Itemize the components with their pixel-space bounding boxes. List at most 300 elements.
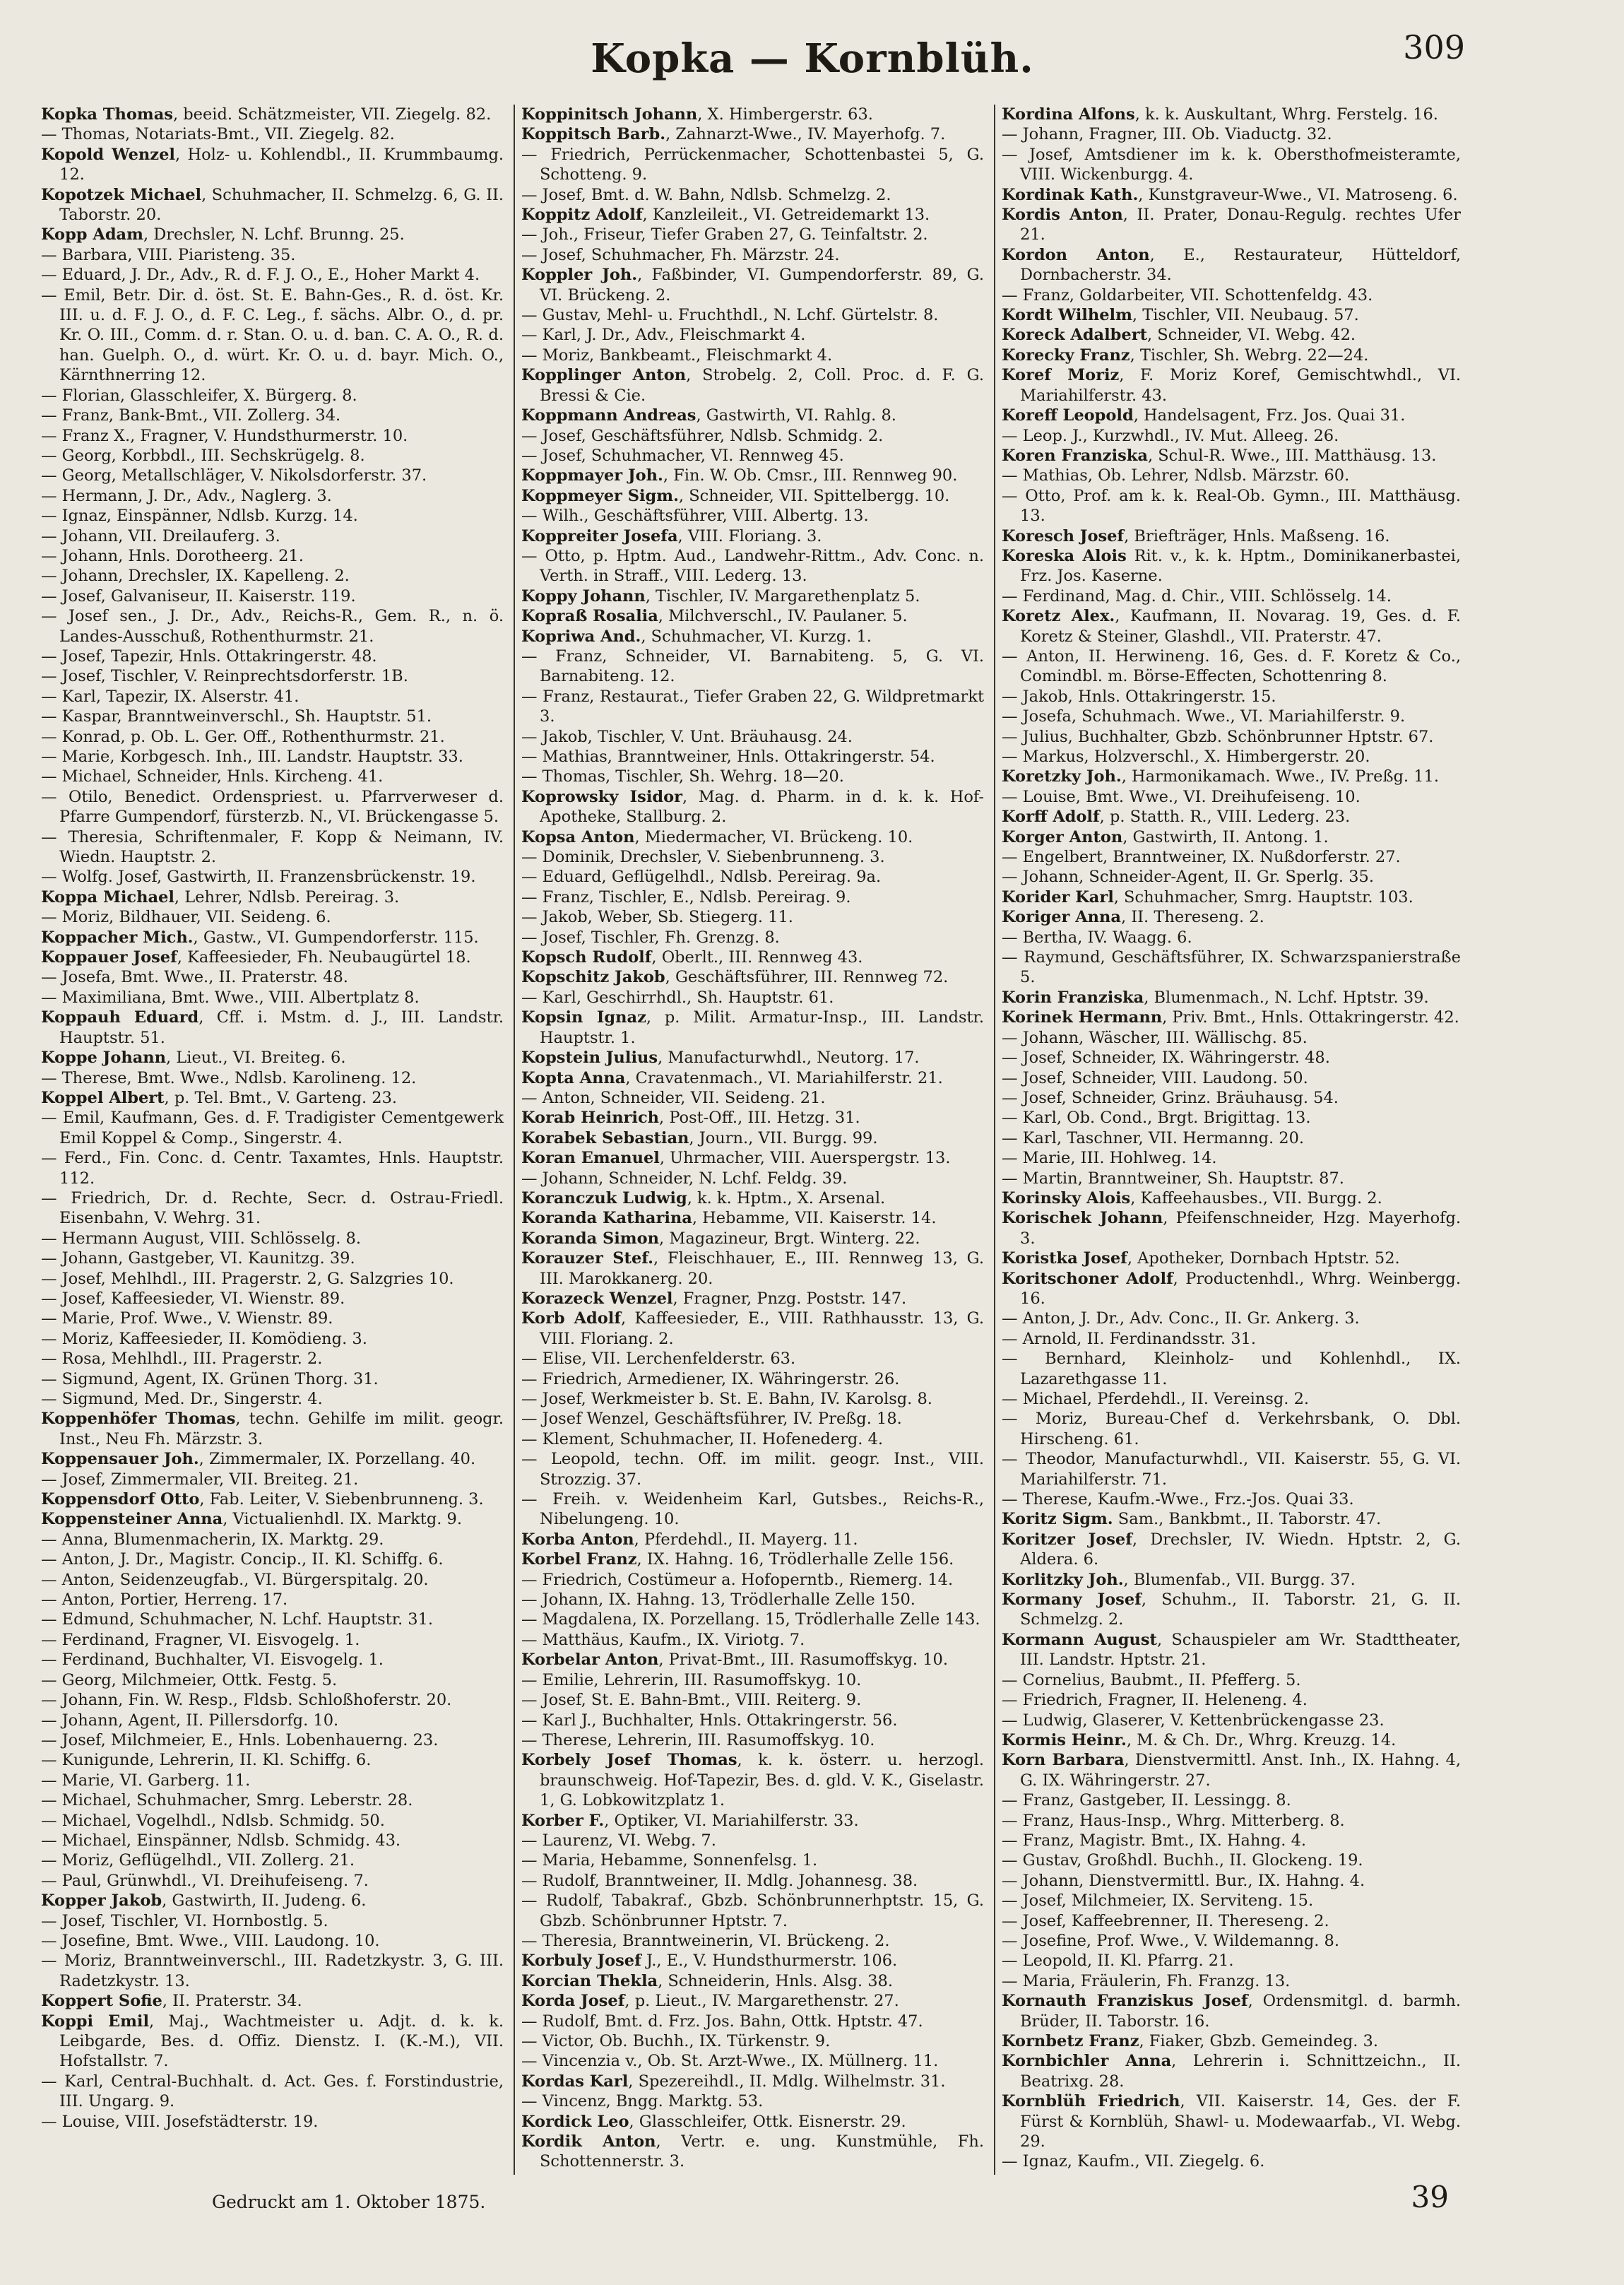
entry-details: , Magazineur, Brgt. Winterg. 22. (658, 1229, 920, 1248)
directory-entry (41, 1248, 504, 1268)
directory-entry (41, 1911, 504, 1931)
entry-details: , Blumenmach., N. Lchf. Hptstr. 39. (1144, 988, 1429, 1007)
directory-entry (521, 1670, 984, 1690)
directory-entry (41, 566, 504, 586)
directory-entry (41, 124, 504, 144)
entry-details: — Ferd., Fin. Conc. d. Centr. Taxamtes, Hnls. Hauptstr. 112. (41, 1149, 504, 1188)
directory-entry (521, 1730, 984, 1750)
entry-details: — Moriz, Bankbeamt., Fleischmarkt 4. (521, 346, 833, 365)
entry-details: — Georg, Korbbdl., III. Sechskrügelg. 8. (41, 446, 365, 465)
entry-details: — Julius, Buchhalter, Gbzb. Schönbrunner Hptstr. 67. (1002, 727, 1434, 746)
directory-entry (1002, 1570, 1461, 1590)
entry-surname: Kopschitz Jakob (521, 968, 665, 987)
entry-details: , Fab. Leiter, V. Siebenbrunneng. 3. (199, 1490, 484, 1509)
entry-details: — Rudolf, Branntweiner, II. Mdlg. Johannesg. 38. (521, 1871, 918, 1890)
directory-entry (41, 1610, 504, 1629)
entry-details: Rit. v., k. k. Hptm., Dominikanerbastei, Frz. Jos. Kaserne. (1020, 546, 1461, 586)
directory-entry (521, 105, 984, 124)
entry-details: — Mathias, Branntweiner, Hnls. Ottakringerstr. 54. (521, 748, 935, 766)
directory-entry (1002, 466, 1461, 485)
entry-details: , techn. Gehilfe im milit. geogr. Inst., Neu Fh. Märzstr. 3. (59, 1410, 504, 1448)
entry-surname: Korber F. (521, 1811, 605, 1830)
directory-entry (1002, 185, 1461, 205)
entry-surname: Koppitsch Barb. (521, 125, 666, 144)
entry-details: , Lieut., VI. Breiteg. 6. (166, 1049, 346, 1068)
entry-surname: Koretz Alex. (1002, 607, 1115, 626)
entry-details: — Josef sen., J. Dr., Adv., Reichs-R., Gem. R., n. ö. Landes-Ausschuß, Rothenthurmstr. 21. (41, 607, 504, 646)
entry-details: — Hermann, J. Dr., Adv., Naglerg. 3. (41, 486, 332, 505)
directory-entry (521, 947, 984, 967)
entry-details: , Dienstvermittl. Anst. Inh., IX. Hahng. 4, G. IX. Währingerstr. 27. (1020, 1751, 1461, 1790)
directory-entry (1002, 1530, 1461, 1570)
entry-details: — Anton, II. Herwineng. 16, Ges. d. F. Koretz & Co., Comindbl. m. Börse-Effecten, Schottenring 8. (1002, 646, 1461, 686)
directory-entry (41, 907, 504, 927)
directory-column-2 (521, 105, 984, 2175)
entry-details: , IX. Hahng. 16, Trödlerhalle Zelle 156. (636, 1550, 954, 1569)
directory-entry (41, 1148, 504, 1188)
directory-entry (1002, 988, 1461, 1008)
entry-details: , Spezereihdl., II. Mdlg. Wilhelmstr. 31. (628, 2072, 946, 2091)
entry-details: — Ferdinand, Mag. d. Chir., VIII. Schlösselg. 14. (1002, 586, 1392, 606)
entry-surname: Koranda Simon (521, 1229, 659, 1248)
entry-details: — Marie, VI. Garberg. 11. (41, 1771, 251, 1790)
directory-entry (1002, 205, 1461, 245)
directory-entry (41, 1048, 504, 1068)
entry-surname: Kopplinger Anton (521, 366, 687, 385)
entry-surname: Koppe Johann (41, 1049, 166, 1068)
entry-details: , II. Praterstr. 34. (162, 1992, 302, 2011)
entry-details: , Kaffeehausbes., VII. Burgg. 2. (1130, 1188, 1382, 1208)
entry-surname: Koresch Josef (1002, 526, 1125, 545)
entry-details: , Optiker, VI. Mariahilferstr. 33. (604, 1811, 859, 1830)
page-number: 309 (1403, 28, 1465, 66)
entry-details: , Gastwirth, II. Antong. 1. (1122, 827, 1329, 846)
entry-details: — Josef, Mehlhdl., III. Pragerstr. 2, G. Salzgries 10. (41, 1269, 454, 1288)
directory-entry (521, 1148, 984, 1168)
entry-details: — Louise, Bmt. Wwe., VI. Dreihufeiseng. 10. (1002, 787, 1361, 806)
directory-entry (41, 1991, 504, 2011)
directory-entry (521, 1188, 984, 1208)
directory-entry (521, 205, 984, 225)
entry-details: — Marie, Korbgesch. Inh., III. Landstr. Hauptstr. 33. (41, 748, 463, 766)
entry-details: — Vincenz, Bngg. Marktg. 53. (521, 2092, 764, 2111)
directory-entry (1002, 2151, 1461, 2171)
entry-details: , k. k. österr. u. herzogl. braunschweig. Hof-Tapezir, Bes. d. gld. V. K., Giselastr. 1, G. Lobkowitzplatz 1. (540, 1751, 984, 1810)
directory-entry (521, 2031, 984, 2051)
directory-entry (41, 466, 504, 485)
directory-entry (1002, 1711, 1461, 1730)
entry-details: — Josef, Milchmeier, IX. Serviteng. 15. (1002, 1891, 1314, 1911)
entry-details: — Wolfg. Josef, Gastwirth, II. Franzensbrückenstr. 19. (41, 868, 476, 887)
entry-details: — Michael, Schuhmacher, Smrg. Leberstr. 28. (41, 1791, 413, 1810)
entry-surname: Korab Heinrich (521, 1109, 660, 1128)
entry-details: , Gastwirth, VI. Rahlg. 8. (696, 406, 896, 425)
entry-surname: Kordina Alfons (1002, 105, 1135, 124)
entry-surname: Korinek Hermann (1002, 1008, 1163, 1027)
directory-entry (41, 145, 504, 185)
entry-surname: Kopotzek Michael (41, 185, 202, 204)
entry-details: , Schul-R. Wwe., III. Matthäusg. 13. (1147, 446, 1437, 465)
entry-details: , Schauspieler am Wr. Stadttheater, III. Landstr. Hptstr. 21. (1020, 1630, 1461, 1670)
directory-entry (1002, 245, 1461, 285)
directory-entry (41, 1549, 504, 1569)
directory-entry (1002, 1831, 1461, 1850)
directory-column-3 (1002, 105, 1461, 2175)
entry-details: — Georg, Metallschläger, V. Nikolsdorferstr. 37. (41, 466, 427, 485)
directory-entry (41, 646, 504, 666)
entry-details: — Bernhard, Kleinholz- und Kohlenhdl., IX. Lazarethgasse 11. (1002, 1350, 1461, 1388)
entry-details: , Tischler, Sh. Webrg. 22—24. (1130, 346, 1369, 365)
directory-entry (1002, 1048, 1461, 1068)
directory-entry (521, 365, 984, 406)
entry-details: J., E., V. Hundsthurmerstr. 106. (641, 1952, 898, 1971)
directory-entry (41, 1289, 504, 1309)
entry-details: , Journ., VII. Burgg. 99. (689, 1128, 878, 1147)
entry-details: — Franz, Magistr. Bmt., IX. Hahng. 4. (1002, 1831, 1307, 1850)
directory-entry (521, 1229, 984, 1248)
entry-surname: Kordis Anton (1002, 206, 1123, 225)
entry-details: , beeid. Schätzmeister, VII. Ziegelg. 82. (172, 105, 492, 124)
directory-entry (41, 2012, 504, 2072)
directory-entry (521, 346, 984, 365)
directory-entry (521, 1449, 984, 1489)
entry-details: , M. & Ch. Dr., Whrg. Kreuzg. 14. (1126, 1730, 1397, 1749)
entry-details: , E., Restaurateur, Hütteldorf, Dornbacherstr. 34. (1020, 245, 1461, 285)
directory-entry (41, 506, 504, 526)
directory-entry (1002, 1509, 1461, 1529)
directory-entry (1002, 1148, 1461, 1168)
entry-details: — Karl, Ob. Cond., Brgt. Brigittag. 13. (1002, 1109, 1311, 1128)
entry-surname: Korbelar Anton (521, 1651, 659, 1670)
entry-surname: Kordas Karl (521, 2072, 629, 2091)
entry-details: , Harmonikamach. Wwe., IV. Preßg. 11. (1121, 767, 1440, 786)
entry-details: — Leop. J., Kurzwhdl., IV. Mut. Alleeg. 26. (1002, 426, 1339, 445)
directory-entry (41, 1229, 504, 1248)
entry-surname: Koppert Sofie (41, 1992, 162, 2011)
directory-entry (1002, 1951, 1461, 1971)
entry-surname: Kordinak Kath. (1002, 185, 1139, 204)
entry-surname: Kopsin Ignaz (521, 1008, 646, 1027)
entry-surname: Koriger Anna (1002, 908, 1121, 927)
entry-details: — Karl, Taschner, VII. Hermanng. 20. (1002, 1128, 1305, 1147)
entry-details: — Bertha, IV. Waagg. 6. (1002, 928, 1192, 947)
entry-surname: Koreck Adalbert (1002, 326, 1147, 345)
entry-details: , Vertr. e. ung. Kunstmühle, Fh. Schottennerstr. 3. (540, 2132, 984, 2171)
entry-details: — Friedrich, Armediener, IX. Währingerstr. 26. (521, 1369, 900, 1388)
entry-details: , p. Lieut., IV. Margarethenstr. 27. (624, 1992, 899, 2011)
directory-entry (521, 145, 984, 185)
entry-details: , Faßbinder, VI. Gumpendorferstr. 89, G. VI. Brückeng. 2. (540, 266, 984, 305)
entry-details: , p. Statth. R., VIII. Lederg. 23. (1099, 808, 1351, 827)
entry-details: — Josef, Milchmeier, E., Hnls. Lobenhauerng. 23. (41, 1730, 439, 1749)
entry-details: , Maj., Wachtmeister u. Adjt. d. k. k. Leibgarde, Bes. d. Offiz. Dienstz. I. (K.-M.), VII. Hofstallstr. 7. (59, 2012, 504, 2071)
directory-entry (1002, 606, 1461, 646)
entry-details: — Kunigunde, Lehrerin, II. Kl. Schiffg. 6. (41, 1751, 372, 1770)
entry-surname: Koppmayer Joh. (521, 466, 663, 485)
entry-surname: Koppmann Andreas (521, 406, 697, 425)
directory-entry (521, 1690, 984, 1710)
directory-entry (521, 967, 984, 987)
entry-details: — Elise, VII. Lerchenfelderstr. 63. (521, 1350, 796, 1369)
directory-entry (521, 1530, 984, 1549)
entry-surname: Koreff Leopold (1002, 406, 1134, 425)
directory-entry (1002, 707, 1461, 726)
directory-entry (41, 1730, 504, 1750)
entry-surname: Korff Adolf (1002, 808, 1100, 827)
entry-details: — Theresia, Schriftenmaler, F. Kopp & Neimann, IV. Wiedn. Hauptstr. 2. (41, 827, 504, 867)
entry-surname: Korlitzky Joh. (1002, 1570, 1124, 1589)
directory-entry (41, 787, 504, 827)
entry-details: — Sigmund, Agent, IX. Grünen Thorg. 31. (41, 1369, 379, 1388)
entry-details: — Otto, p. Hptm. Aud., Landwehr-Rittm., Adv. Conc. n. Verth. in Straff., VIII. Lederg. 13. (521, 546, 984, 586)
entry-details: , Schuhm., II. Taborstr. 21, G. II. Schmelzg. 2. (1020, 1590, 1461, 1629)
directory-entry (41, 1349, 504, 1369)
directory-entry (1002, 1790, 1461, 1810)
entry-details: — Rosa, Mehlhdl., III. Pragerstr. 2. (41, 1350, 323, 1369)
entry-details: , Fleischhauer, E., III. Rennweg 13, G. III. Marokkanerg. 20. (540, 1249, 984, 1288)
entry-surname: Kormis Heinr. (1002, 1730, 1127, 1749)
directory-entry (521, 867, 984, 887)
directory-entry (521, 486, 984, 506)
directory-entry (521, 928, 984, 947)
directory-entry (1002, 1991, 1461, 2031)
directory-entry (521, 1349, 984, 1369)
entry-surname: Kopp Adam (41, 225, 143, 244)
entry-surname: Kopsch Rudolf (521, 948, 652, 967)
entry-details: — Johann, Agent, II. Pillersdorfg. 10. (41, 1711, 339, 1730)
entry-details: , Fiaker, Gbzb. Gemeindeg. 3. (1139, 2032, 1379, 2050)
entry-details: — Jakob, Weber, Sb. Stiegerg. 11. (521, 908, 793, 927)
directory-entry (1002, 1309, 1461, 1328)
directory-entry (521, 2132, 984, 2172)
directory-entry (41, 1670, 504, 1690)
entry-surname: Koppreiter Josefa (521, 526, 678, 545)
directory-entry (521, 1068, 984, 1088)
entry-details: — Marie, III. Hohlweg. 14. (1002, 1149, 1217, 1168)
directory-entry (1002, 747, 1461, 767)
entry-details: — Josefine, Bmt. Wwe., VIII. Laudong. 10. (41, 1931, 380, 1950)
entry-surname: Korecky Franz (1002, 346, 1130, 365)
entry-details: — Theodor, Manufacturwhdl., VII. Kaiserstr. 55, G. VI. Mariahilferstr. 71. (1002, 1450, 1461, 1489)
entry-surname: Korda Josef (521, 1992, 625, 2011)
directory-entry (521, 1429, 984, 1449)
directory-entry (1002, 124, 1461, 144)
directory-entry (1002, 285, 1461, 305)
entry-details: — Johann, Gastgeber, VI. Kaunitzg. 39. (41, 1249, 355, 1268)
directory-entry (41, 687, 504, 707)
directory-entry (41, 1530, 504, 1549)
directory-entry (41, 1489, 504, 1509)
entry-details: — Sigmund, Med. Dr., Singerstr. 4. (41, 1390, 323, 1408)
entry-details: — Josef, Tapezir, Hnls. Ottakringerstr. 48. (41, 646, 377, 666)
entry-details: , Schuhmacher, VI. Kurzg. 1. (641, 627, 872, 646)
entry-surname: Koppauh Eduard (41, 1008, 199, 1027)
directory-entry (1002, 105, 1461, 124)
directory-entry (41, 1369, 504, 1389)
directory-entry (41, 1329, 504, 1349)
entry-details: — Franz, Restaurat., Tiefer Graben 22, G. Wildpretmarkt 3. (521, 687, 984, 726)
entry-details: — Franz, Tischler, E., Ndlsb. Pereirag. 9. (521, 887, 851, 907)
directory-entry (1002, 887, 1461, 907)
entry-details: , Fragner, Pnzg. Poststr. 147. (672, 1289, 907, 1308)
directory-entry (521, 1991, 984, 2011)
directory-entry (1002, 2051, 1461, 2091)
directory-entry (1002, 1028, 1461, 1048)
entry-details: — Cornelius, Baubmt., II. Pfefferg. 5. (1002, 1670, 1301, 1689)
directory-entry (41, 1750, 504, 1770)
entry-surname: Kopold Wenzel (41, 145, 175, 164)
entry-details: — Paul, Grünwhdl., VI. Dreihufeiseng. 7. (41, 1871, 369, 1890)
directory-entry (1002, 2091, 1461, 2151)
entry-details: — Wilh., Geschäftsführer, VIII. Albertg. 13. (521, 507, 869, 526)
directory-entry (521, 847, 984, 867)
directory-entry (1002, 406, 1461, 425)
directory-entry (41, 1068, 504, 1088)
directory-entry (41, 386, 504, 406)
print-date-imprint: Gedruckt am 1. Oktober 1875. (212, 2192, 486, 2212)
entry-details: , Strobelg. 2, Coll. Proc. d. F. G. Bressi & Cie. (540, 366, 984, 405)
entry-details: , Gastwirth, II. Judeng. 6. (162, 1891, 367, 1911)
entry-details: , Kanzleileit., VI. Getreidemarkt 13. (642, 206, 930, 225)
entry-details: — Maria, Hebamme, Sonnenfelsg. 1. (521, 1851, 818, 1870)
directory-entry (1002, 446, 1461, 466)
entry-details: , II. Thereseng. 2. (1120, 908, 1264, 927)
entry-surname: Koppensdorf Otto (41, 1490, 200, 1509)
directory-entry (1002, 928, 1461, 947)
directory-entry (521, 1108, 984, 1128)
entry-surname: Korger Anton (1002, 827, 1123, 846)
entry-details: — Therese, Kaufm.-Wwe., Frz.-Jos. Quai 33. (1002, 1490, 1354, 1509)
entry-details: — Johann, VII. Dreilauferg. 3. (41, 526, 280, 545)
directory-entry (1002, 1670, 1461, 1690)
entry-details: — Louise, VIII. Josefstädterstr. 19. (41, 2112, 319, 2131)
directory-entry (41, 887, 504, 907)
directory-entry (521, 627, 984, 646)
entry-details: , Privat-Bmt., III. Rasumoffskyg. 10. (658, 1651, 949, 1670)
entry-details: — Maria, Fräulerin, Fh. Franzg. 13. (1002, 1971, 1291, 1990)
entry-details: — Ignaz, Kaufm., VII. Ziegelg. 6. (1002, 2152, 1265, 2171)
directory-entry (1002, 947, 1461, 988)
directory-entry (521, 1971, 984, 1991)
directory-entry (1002, 1248, 1461, 1268)
directory-entry (1002, 827, 1461, 847)
directory-entry (521, 1590, 984, 1610)
entry-surname: Koranda Katharina (521, 1209, 692, 1228)
directory-entry (41, 1590, 504, 1610)
directory-entry (41, 185, 504, 225)
entry-details: , Schneiderin, Hnls. Alsg. 38. (658, 1971, 893, 1990)
entry-details: — Friedrich, Perrückenmacher, Schottenbastei 5, G. Schotteng. 9. (521, 145, 984, 184)
entry-details: — Josef, Schneider, Grinz. Bräuhausg. 54. (1002, 1088, 1339, 1107)
entry-details: , Lehrerin i. Schnittzeichn., II. Beatrixg. 28. (1020, 2052, 1461, 2091)
entry-details: — Matthäus, Kaufm., IX. Viriotg. 7. (521, 1630, 805, 1649)
directory-entry (521, 1650, 984, 1670)
directory-entry (1002, 1349, 1461, 1389)
directory-entry (521, 1711, 984, 1730)
directory-entry (41, 1088, 504, 1108)
entry-details: — Karl J., Buchhalter, Hnls. Ottakringerstr. 56. (521, 1711, 898, 1730)
directory-entry (41, 2072, 504, 2112)
signature-mark: 39 (1411, 2180, 1449, 2214)
entry-details: — Konrad, p. Ob. L. Ger. Off., Rothenthurmstr. 21. (41, 727, 445, 746)
directory-entry (521, 466, 984, 485)
directory-entry (1002, 145, 1461, 185)
entry-details: , Hebamme, VII. Kaiserstr. 14. (692, 1209, 937, 1228)
entry-details: , Kaufmann, II. Novarag. 19, Ges. d. F. Koretz & Steiner, Glashdl., VII. Praterstr. 47. (1020, 607, 1461, 646)
directory-entry (41, 1389, 504, 1409)
entry-details: — Johann, Fragner, III. Ob. Viaductg. 32. (1002, 125, 1332, 144)
entry-details: — Thomas, Tischler, Sh. Wehrg. 18—20. (521, 767, 844, 786)
entry-surname: Koppitz Adolf (521, 206, 643, 225)
directory-entry (41, 1811, 504, 1831)
directory-entry (521, 687, 984, 727)
entry-surname: Korb Adolf (521, 1309, 622, 1328)
entry-details: — Laurenz, VI. Webg. 7. (521, 1831, 716, 1850)
entry-details: — Franz, Goldarbeiter, VII. Schottenfeldg. 43. (1002, 285, 1373, 305)
entry-details: , Drechsler, IV. Wiedn. Hptstr. 2, G. Aldera. 6. (1020, 1530, 1461, 1569)
entry-details: , Zimmermaler, IX. Porzellang. 40. (198, 1450, 476, 1469)
entry-details: — Raymund, Geschäftsführer, IX. Schwarzspanierstraße 5. (1002, 948, 1461, 987)
entry-surname: Kornbichler Anna (1002, 2052, 1172, 2071)
entry-surname: Koren Franziska (1002, 446, 1148, 465)
directory-entry (1002, 1088, 1461, 1108)
directory-entry (41, 928, 504, 947)
entry-details: — Moriz, Bildhauer, VII. Seideng. 6. (41, 908, 331, 927)
entry-surname: Koppenhöfer Thomas (41, 1410, 236, 1429)
entry-details: — Emilie, Lehrerin, III. Rasumoffskyg. 10. (521, 1670, 862, 1689)
directory-entry (1002, 867, 1461, 887)
entry-details: — Karl, Geschirrhdl., Sh. Hauptstr. 61. (521, 988, 834, 1007)
directory-entry (1002, 1188, 1461, 1208)
entry-surname: Koritzer Josef (1002, 1530, 1132, 1549)
entry-surname: Korider Karl (1002, 887, 1114, 907)
directory-entry (41, 1409, 504, 1449)
entry-surname: Kopta Anna (521, 1068, 626, 1087)
entry-details: — Josef, Schuhmacher, VI. Rennweg 45. (521, 446, 844, 465)
entry-details: — Leopold, II. Kl. Pfarrg. 21. (1002, 1952, 1234, 1971)
entry-details: , Kunstgraveur-Wwe., VI. Matroseng. 6. (1138, 185, 1458, 204)
entry-details: , Lehrer, Ndlsb. Pereirag. 3. (174, 887, 400, 907)
entry-details: , VIII. Floriang. 3. (677, 526, 822, 545)
directory-entry (41, 446, 504, 466)
entry-details: — Ferdinand, Buchhalter, VI. Eisvogelg. 1. (41, 1651, 384, 1670)
entry-details: , Tischler, VII. Neubaug. 57. (1132, 306, 1359, 325)
entry-details: — Therese, Bmt. Wwe., Ndlsb. Karolineng. 12. (41, 1068, 417, 1087)
entry-details: — Klement, Schuhmacher, II. Hofenederg. 4. (521, 1429, 884, 1448)
entry-details: , Schneider, VII. Spittelbergg. 10. (678, 486, 950, 505)
directory-entry (1002, 1108, 1461, 1128)
entry-details: — Georg, Milchmeier, Ottk. Festg. 5. (41, 1670, 338, 1689)
directory-entry (41, 1850, 504, 1870)
directory-entry (521, 406, 984, 425)
directory-entry (1002, 907, 1461, 927)
entry-details: — Josef Wenzel, Geschäftsführer, IV. Preßg. 18. (521, 1410, 902, 1429)
entry-details: — Leopold, techn. Off. im milit. geogr. Inst., VIII. Strozzig. 37. (521, 1450, 984, 1489)
directory-entry (1002, 1449, 1461, 1489)
directory-entry (521, 988, 984, 1008)
directory-entry (1002, 426, 1461, 446)
entry-details: — Dominik, Drechsler, V. Siebenbrunneng. 3. (521, 848, 885, 867)
entry-surname: Koref Moriz (1002, 366, 1120, 385)
entry-details: , Priv. Bmt., Hnls. Ottakringerstr. 42. (1162, 1008, 1459, 1027)
entry-details: — Emil, Betr. Dir. d. öst. St. E. Bahn-Ges., R. d. öst. Kr. III. u. d. F. J. O., d. F. C. Leg., f. sächs. Albr. O., d. pr. Kr. O. III., Comm. d. r. Stan. O. u. d. ban. C. A. O., R. d. han. Guelph. O., d. würt. Kr. O. u. d. bayr. Mich. O., Kärnthnerring 12. (41, 285, 504, 385)
directory-entry (521, 426, 984, 446)
directory-entry (521, 1570, 984, 1590)
directory-entry (521, 887, 984, 907)
directory-entry (521, 1309, 984, 1349)
entry-details: — Theresia, Branntweinerin, VI. Brückeng. 2. (521, 1931, 890, 1950)
entry-details: — Rudolf, Bmt. d. Frz. Jos. Bahn, Ottk. Hptstr. 47. (521, 2012, 923, 2031)
